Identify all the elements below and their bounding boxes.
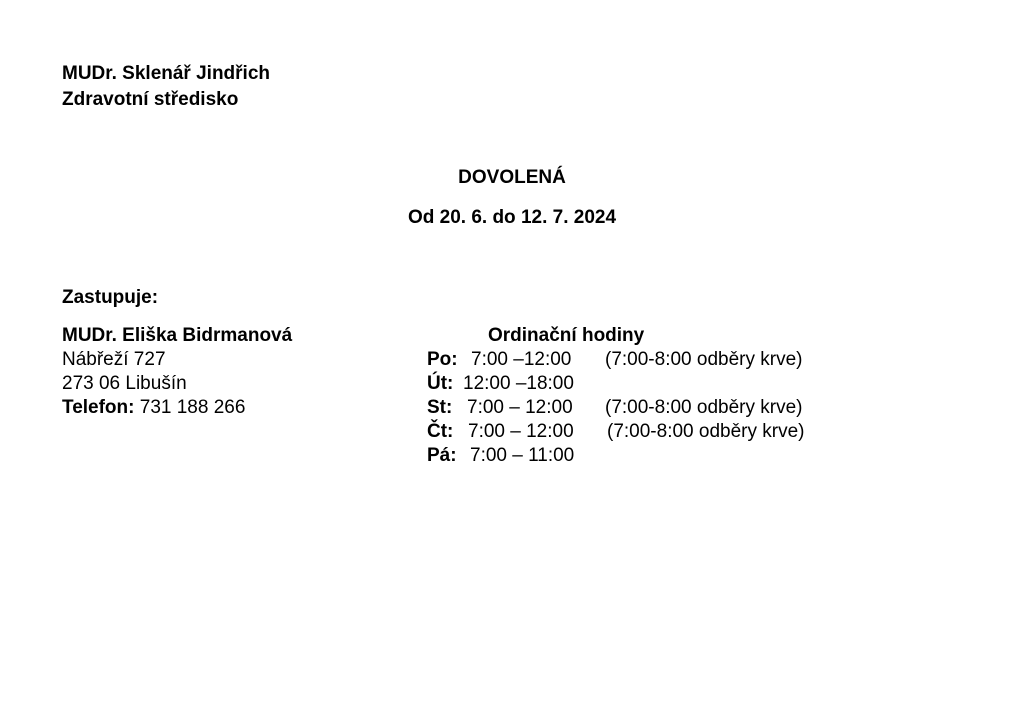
time-range: 7:00 –12:00 [471, 349, 572, 370]
time-range: 7:00 – 11:00 [470, 445, 575, 466]
facility-name: Zdravotní středisko [62, 89, 239, 110]
day-label: Út: [427, 373, 454, 394]
hours-row-thu [427, 420, 805, 444]
notice-period: Od 20. 6. do 12. 7. 2024 [407, 207, 617, 228]
substitute-phone [62, 396, 245, 420]
doctor-name: MUDr. Sklenář Jindřich [62, 63, 271, 84]
hours-row-fri [427, 444, 574, 468]
phone-label: Telefon: [62, 397, 135, 418]
day-label: Po: [427, 349, 458, 370]
time-range: 7:00 – 12:00 [468, 421, 574, 442]
time-note: (7:00-8:00 odběry krve) [605, 397, 803, 418]
phone-number: 731 188 266 [139, 397, 246, 418]
hours-title: Ordinační hodiny [488, 325, 645, 346]
day-label: Pá: [427, 445, 457, 466]
time-note: (7:00-8:00 odběry krve) [607, 421, 805, 442]
substitute-name: MUDr. Eliška Bidrmanová [62, 325, 293, 346]
substitute-city: 273 06 Libušín [62, 373, 187, 394]
notice-title: DOVOLENÁ [458, 167, 566, 188]
time-range: 12:00 –18:00 [463, 373, 574, 394]
time-note: (7:00-8:00 odběry krve) [605, 349, 803, 370]
hours-row-mon [427, 348, 803, 372]
day-label: Čt: [427, 421, 454, 442]
hours-row-tue [427, 372, 574, 396]
time-range: 7:00 – 12:00 [467, 397, 573, 418]
substitute-street: Nábřeží 727 [62, 349, 166, 370]
day-label: St: [427, 397, 453, 418]
hours-row-wed [427, 396, 803, 420]
substitute-label: Zastupuje: [62, 287, 159, 308]
